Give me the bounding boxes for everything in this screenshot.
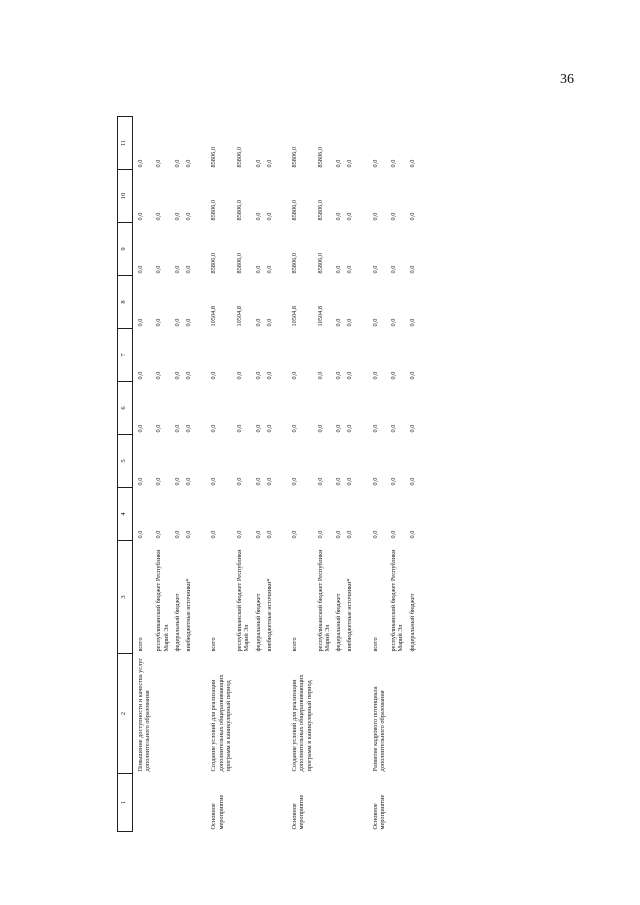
header-cell: 8 [118, 276, 133, 329]
value-cell: 0,0 [155, 424, 163, 433]
activity-type-cell: Основное мероприятие [210, 794, 225, 830]
value-cell: 0,0 [408, 212, 416, 221]
value-cell: 0,0 [155, 159, 163, 168]
value-cell: 0,0 [254, 265, 262, 274]
value-cell: 0,0 [335, 265, 343, 274]
activity-type-cell: Основное мероприятие [291, 794, 306, 830]
value-cell: 0,0 [265, 159, 273, 168]
value-cell: 0,0 [390, 212, 398, 221]
funding-source-cell: федеральный бюджет [408, 593, 416, 652]
header-cell: 7 [118, 329, 133, 382]
value-cell: 85806,0 [236, 253, 244, 274]
value-cell: 85806,0 [210, 147, 218, 168]
activity-type-cell [344, 774, 355, 832]
funding-source-cell: республиканский бюджет Республики Марий Эл [236, 549, 251, 652]
value-cell: 0,0 [236, 424, 244, 433]
value-cell: 0,0 [254, 530, 262, 539]
header-cell: 4 [118, 488, 133, 541]
value-cell: 0,0 [371, 159, 379, 168]
value-cell: 85806,0 [210, 200, 218, 221]
value-cell: 0,0 [210, 530, 218, 539]
value-cell: 0,0 [346, 371, 354, 380]
header-cell: 10 [118, 170, 133, 223]
activity-type-cell [264, 774, 275, 832]
table-body [133, 117, 430, 832]
activity-type-cell [388, 774, 406, 832]
activity-name-cell [234, 654, 252, 774]
value-cell: 10504,8 [291, 306, 299, 327]
value-cell: 0,0 [185, 318, 193, 327]
value-cell: 0,0 [185, 530, 193, 539]
value-cell: 85806,0 [291, 200, 299, 221]
value-cell: 0,0 [408, 159, 416, 168]
header-cell: 6 [118, 382, 133, 435]
activity-name-cell: Создание условий для реализации дополнительных общеразвивающих программ в каникулярный период [291, 674, 313, 772]
value-cell: 0,0 [185, 159, 193, 168]
value-cell: 0,0 [408, 318, 416, 327]
activity-name-cell [253, 654, 264, 774]
table-row [264, 117, 275, 832]
value-cell: 85806,0 [236, 200, 244, 221]
value-cell: 0,0 [137, 371, 144, 380]
value-cell: 0,0 [291, 424, 299, 433]
value-cell: 0,0 [210, 424, 218, 433]
value-cell: 0,0 [408, 477, 416, 486]
activity-name-cell: Создание условий для реализации дополнительных общеразвивающих программ в каникулярный период [210, 674, 232, 772]
value-cell: 0,0 [155, 371, 163, 380]
table-row [287, 117, 315, 832]
activity-name-cell [264, 654, 275, 774]
value-cell: 0,0 [236, 530, 244, 539]
value-cell: 0,0 [335, 371, 343, 380]
activity-type-cell: Основное мероприятие [371, 794, 386, 830]
value-cell: 0,0 [390, 530, 398, 539]
value-cell: 0,0 [210, 371, 218, 380]
header-row [118, 117, 133, 832]
header-cell: 11 [118, 117, 133, 170]
funding-source-cell: федеральный бюджет [254, 593, 262, 652]
spacer-cell [356, 117, 368, 832]
value-cell: 0,0 [137, 265, 144, 274]
funding-source-cell: внебюджетные источники* [346, 578, 354, 652]
value-cell: 0,0 [185, 477, 193, 486]
table-row [206, 117, 234, 832]
funding-source-cell: внебюджетные источники* [265, 578, 273, 652]
value-cell: 85806,0 [316, 253, 324, 274]
value-cell: 0,0 [291, 371, 299, 380]
funding-source-cell: всего [210, 637, 218, 652]
value-cell: 0,0 [335, 212, 343, 221]
activity-type-cell [172, 774, 183, 832]
value-cell: 0,0 [137, 318, 144, 327]
spacer-cell [275, 117, 287, 832]
value-cell: 0,0 [155, 212, 163, 221]
value-cell: 85806,0 [291, 147, 299, 168]
value-cell: 0,0 [137, 159, 144, 168]
value-cell: 0,0 [408, 371, 416, 380]
value-cell: 0,0 [346, 159, 354, 168]
value-cell: 0,0 [265, 265, 273, 274]
value-cell: 0,0 [346, 212, 354, 221]
activity-type-cell [153, 774, 171, 832]
value-cell: 0,0 [390, 159, 398, 168]
value-cell: 10504,8 [316, 306, 324, 327]
activity-name-cell [183, 654, 194, 774]
value-cell: 0,0 [155, 530, 163, 539]
value-cell: 10504,8 [236, 306, 244, 327]
group-spacer [194, 117, 206, 832]
value-cell: 85806,0 [316, 147, 324, 168]
value-cell: 0,0 [316, 477, 324, 486]
value-cell: 0,0 [335, 530, 343, 539]
activity-name-cell [388, 654, 406, 774]
value-cell: 0,0 [254, 212, 262, 221]
value-cell: 0,0 [408, 530, 416, 539]
value-cell: 0,0 [185, 265, 193, 274]
value-cell: 0,0 [254, 424, 262, 433]
table-row [315, 117, 333, 832]
header-cell: 9 [118, 223, 133, 276]
activity-type-cell [253, 774, 264, 832]
value-cell: 0,0 [173, 530, 181, 539]
value-cell: 0,0 [371, 477, 379, 486]
value-cell: 0,0 [185, 371, 193, 380]
activity-name-cell [407, 654, 418, 774]
value-cell: 0,0 [236, 477, 244, 486]
value-cell: 0,0 [254, 371, 262, 380]
value-cell: 0,0 [173, 424, 181, 433]
table-row [344, 117, 355, 832]
value-cell: 0,0 [254, 159, 262, 168]
table-row [253, 117, 264, 832]
table-row [153, 117, 171, 832]
value-cell: 0,0 [316, 530, 324, 539]
activity-name-cell [172, 654, 183, 774]
table-row [133, 117, 154, 832]
funding-source-cell: всего [291, 637, 299, 652]
value-cell: 0,0 [408, 265, 416, 274]
value-cell: 0,0 [335, 318, 343, 327]
activity-type-cell [183, 774, 194, 832]
value-cell: 0,0 [265, 530, 273, 539]
activity-name-cell [344, 654, 355, 774]
activity-type-cell [234, 774, 252, 832]
value-cell: 0,0 [346, 477, 354, 486]
table-row [172, 117, 183, 832]
value-cell: 0,0 [185, 212, 193, 221]
table-row [388, 117, 406, 832]
activity-name-cell: Развитие кадрового потенциала дополнительного образования [371, 686, 386, 772]
value-cell: 0,0 [155, 477, 163, 486]
value-cell: 0,0 [346, 424, 354, 433]
value-cell: 0,0 [346, 265, 354, 274]
table-row [183, 117, 194, 832]
value-cell: 0,0 [408, 424, 416, 433]
value-cell: 0,0 [173, 212, 181, 221]
header-cell: 5 [118, 435, 133, 488]
value-cell: 0,0 [346, 530, 354, 539]
group-spacer [418, 117, 430, 832]
value-cell: 0,0 [390, 318, 398, 327]
value-cell: 0,0 [155, 318, 163, 327]
value-cell: 0,0 [185, 424, 193, 433]
value-cell: 0,0 [335, 424, 343, 433]
value-cell: 0,0 [335, 477, 343, 486]
value-cell: 0,0 [390, 424, 398, 433]
activity-type-cell [407, 774, 418, 832]
group-spacer [356, 117, 368, 832]
table-row [234, 117, 252, 832]
value-cell: 0,0 [371, 318, 379, 327]
activity-name-cell [315, 654, 333, 774]
value-cell: 0,0 [316, 371, 324, 380]
value-cell: 85806,0 [210, 253, 218, 274]
funding-source-cell: республиканский бюджет Республики Марий Эл [316, 549, 331, 652]
value-cell: 0,0 [173, 265, 181, 274]
funding-source-cell: всего [371, 637, 379, 652]
page-number: 36 [560, 72, 574, 87]
spacer-cell [418, 117, 430, 832]
header-cell: 3 [118, 541, 133, 654]
value-cell: 0,0 [390, 477, 398, 486]
rotated-table-container [117, 117, 552, 832]
value-cell: 0,0 [254, 477, 262, 486]
group-spacer [275, 117, 287, 832]
value-cell: 0,0 [254, 318, 262, 327]
value-cell: 0,0 [371, 530, 379, 539]
value-cell: 0,0 [155, 265, 163, 274]
value-cell: 85806,0 [236, 147, 244, 168]
table-row [333, 117, 344, 832]
header-cell: 2 [118, 654, 133, 774]
value-cell: 85806,0 [291, 253, 299, 274]
table-row [407, 117, 418, 832]
value-cell: 0,0 [371, 265, 379, 274]
value-cell: 0,0 [173, 159, 181, 168]
spacer-cell [194, 117, 206, 832]
funding-source-cell: внебюджетные источники* [185, 578, 193, 652]
value-cell: 0,0 [390, 265, 398, 274]
activity-type-cell [315, 774, 333, 832]
activity-name-cell: Повышение доступности и качества услуг дополнительного образования [137, 657, 152, 772]
value-cell: 0,0 [316, 424, 324, 433]
value-cell: 0,0 [137, 424, 144, 433]
value-cell: 0,0 [390, 371, 398, 380]
value-cell: 0,0 [173, 318, 181, 327]
funding-source-cell: федеральный бюджет [173, 593, 181, 652]
funding-source-cell: федеральный бюджет [335, 593, 343, 652]
value-cell: 0,0 [137, 212, 144, 221]
value-cell: 10504,8 [210, 306, 218, 327]
budget-table [117, 116, 430, 832]
value-cell: 0,0 [137, 530, 144, 539]
value-cell: 0,0 [210, 477, 218, 486]
value-cell: 0,0 [265, 212, 273, 221]
activity-type-cell [333, 774, 344, 832]
value-cell: 0,0 [291, 477, 299, 486]
value-cell: 0,0 [335, 159, 343, 168]
value-cell: 0,0 [265, 371, 273, 380]
funding-source-cell: республиканский бюджет Республики Марий Эл [390, 549, 405, 652]
activity-type-cell [133, 774, 154, 832]
value-cell: 0,0 [346, 318, 354, 327]
value-cell: 0,0 [371, 371, 379, 380]
value-cell: 85806,0 [316, 200, 324, 221]
table-row [368, 117, 388, 832]
activity-name-cell [153, 654, 171, 774]
activity-name-cell [333, 654, 344, 774]
value-cell: 0,0 [173, 477, 181, 486]
funding-source-cell: всего [137, 637, 144, 652]
value-cell: 0,0 [371, 424, 379, 433]
value-cell: 0,0 [137, 477, 144, 486]
funding-source-cell: республиканский бюджет Республики Марий Эл [155, 549, 170, 652]
value-cell: 0,0 [265, 477, 273, 486]
value-cell: 0,0 [265, 424, 273, 433]
value-cell: 0,0 [291, 530, 299, 539]
value-cell: 0,0 [265, 318, 273, 327]
header-cell: 1 [118, 774, 133, 832]
value-cell: 0,0 [173, 371, 181, 380]
value-cell: 0,0 [371, 212, 379, 221]
value-cell: 0,0 [236, 371, 244, 380]
